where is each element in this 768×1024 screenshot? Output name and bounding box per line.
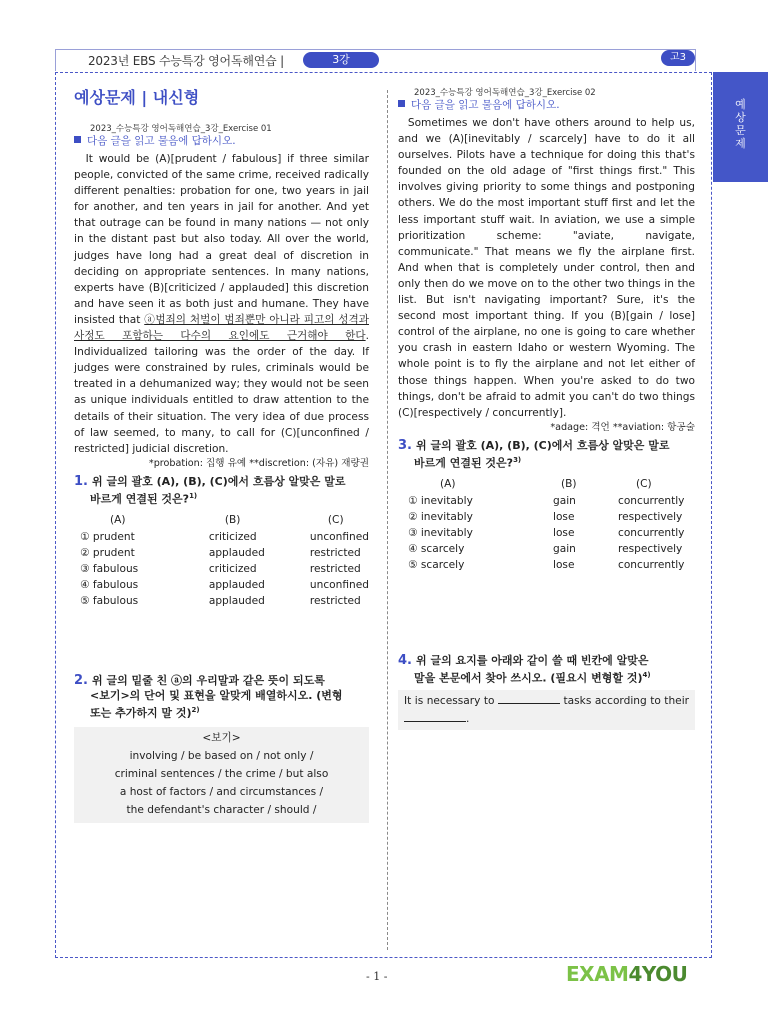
side-tab-label: 예상문제 <box>735 98 746 150</box>
col-header: (C) <box>327 514 344 527</box>
question-text-2: 바르게 연결된 것은? <box>90 492 190 506</box>
page-number: - 1 - <box>366 970 388 983</box>
section-title: 예상문제 | 내신형 <box>74 88 200 107</box>
option-row[interactable] <box>74 561 369 577</box>
answer-blank-1[interactable] <box>498 703 560 704</box>
question-3 <box>398 438 695 471</box>
summary-text-2: tasks according to their <box>563 694 689 707</box>
question-ref: 4) <box>642 671 651 679</box>
question-text-2: 말을 본문에서 찾아 쓰시오. (필요시 변형할 것) <box>414 671 643 685</box>
footnote: *adage: 격언 **aviation: 항공술 <box>550 421 695 433</box>
question-text-2: 바르게 연결된 것은? <box>414 456 514 470</box>
option-row[interactable] <box>398 525 684 541</box>
instruction <box>74 135 369 148</box>
passage <box>74 151 369 457</box>
option-row[interactable] <box>398 509 684 525</box>
word-box-title: <보기> <box>202 731 241 744</box>
option-c: restricted <box>309 594 361 607</box>
instruction-text: 다음 글을 읽고 물음에 답하시오. <box>411 99 560 111</box>
option-b: lose <box>553 510 575 523</box>
option-row[interactable] <box>74 577 369 593</box>
option-row[interactable] <box>398 493 684 509</box>
option-row[interactable] <box>398 557 684 573</box>
word-box-line: criminal sentences / the crime / but also <box>114 767 329 780</box>
chapter-pill: 3강 <box>303 52 379 68</box>
option-c: concurrently <box>618 558 685 571</box>
passage <box>398 115 695 421</box>
question-number: 2. <box>74 673 88 688</box>
option-c: unconfined <box>309 530 369 543</box>
instruction <box>398 99 695 112</box>
option-b: criticized <box>208 562 257 575</box>
option-row[interactable] <box>74 545 369 561</box>
option-row[interactable] <box>74 593 369 609</box>
question-number: 1. <box>74 473 88 489</box>
options-table <box>74 512 369 609</box>
option-c: respectively <box>618 542 683 555</box>
passage-text: Sometimes we don't have others around to help us, and we (A)[inevitably / scarcely] have to do it all ourselves. Pilots have a technique for doing this that's founded on the old adage of "first things first." This involves giving priority to some things and postponing others. We do the most important stuff first and let the less important stuff wait. In aviation, we use a simple prioritization scheme: "aviate, navigate, communicate." That means we fly the airplane first. And when that is completely under control, then and only then do we move on to the other two things in the list. But isn't navigating important? Sure, it's the second most important thing. If you (B)[gain / lose] control of the airplane, no one is going to care whether you crash in eastern Idaho or western Wyoming. The whole point is to fly the airplane and not let either of those things happen. When you're asked to do two things, don't be afraid to admit you can't do two things (C)[respectively / concurrently]. <box>398 117 695 419</box>
column-divider <box>387 90 388 950</box>
col-header: (A) <box>110 514 126 527</box>
option-c: respectively <box>618 510 683 523</box>
right-column <box>398 88 695 730</box>
col-header: (A) <box>440 478 456 491</box>
option-b: gain <box>553 542 576 555</box>
option-a: ⑤ scarcely <box>408 558 465 571</box>
passage-underlined: ⓐ범죄의 처벌이 범죄뿐만 아니라 피고의 성격과 사정도 포함하는 다수의 요인에도 근거해야 한다 <box>74 313 369 343</box>
summary-text-1: It is necessary to <box>404 694 495 707</box>
question-text-3: 또는 추가하지 말 것) <box>90 706 192 720</box>
instruction-text: 다음 글을 읽고 물음에 답하시오. <box>87 135 236 147</box>
option-c: restricted <box>309 562 361 575</box>
option-row[interactable] <box>74 529 369 545</box>
side-tab <box>713 72 768 182</box>
option-a: ④ scarcely <box>408 542 465 555</box>
square-bullet-icon <box>74 136 81 143</box>
col-header: (B) <box>561 478 577 491</box>
word-box <box>74 727 369 823</box>
option-a: ⑤ fabulous <box>80 594 139 607</box>
col-header: (C) <box>636 478 652 491</box>
brand-logo <box>566 962 687 986</box>
summary-text-3: . <box>466 712 470 725</box>
square-bullet-icon <box>398 100 405 107</box>
option-b: gain <box>553 494 576 507</box>
option-b: criticized <box>208 530 257 543</box>
question-4 <box>398 653 695 686</box>
option-a: ① inevitably <box>408 494 473 507</box>
answer-blank-2[interactable] <box>404 721 466 722</box>
passage-text-b: . Individualized tailoring was the order of the day. If judges were constrained by rules, criminals would be treated in a dehumanized way; they would not be seen as unique individuals entitled to draw attention to the details of their situation. The very idea of due process of law seemed, to many, to call for (C)[unconfined / restricted] judicial discretion. <box>74 330 369 455</box>
grade-pill: 고3 <box>661 50 695 66</box>
passage-text-a: It would be (A)[prudent / fabulous] if three similar people, convicted of the same crime, received radically different penalties: probation for one, two years in jail for another, and ten years in jail for another. And yet that outrage can be found in many nations — not only in the distant past but also today. All over the world, judges have long had a great deal of discretion in deciding on appropriate sentences. In many nations, experts have (B)[criticized / applauded] this discretion and have seen it as both just and humane. They have insisted that <box>74 153 369 326</box>
option-b: applauded <box>208 594 265 607</box>
question-text-2: <보기>의 단어 및 표현을 알맞게 배열하시오. (변형 <box>90 689 343 702</box>
option-b: applauded <box>208 546 265 559</box>
word-box-line: involving / be based on / not only / <box>129 749 314 762</box>
option-a: ① prudent <box>80 530 135 543</box>
question-text: 위 글의 괄호 (A), (B), (C)에서 흐름상 알맞은 말로 <box>91 474 346 488</box>
option-row[interactable] <box>398 541 684 557</box>
header-title: 2023년 EBS 수능특강 영어독해연습 | <box>88 54 284 68</box>
question-ref: 2) <box>191 706 200 714</box>
brand-part-2: 4YOU <box>628 962 688 986</box>
left-column <box>74 88 369 823</box>
option-c: restricted <box>309 546 361 559</box>
question-ref: 3) <box>513 455 522 464</box>
option-b: lose <box>553 558 575 571</box>
options-header <box>398 476 684 492</box>
option-c: concurrently <box>618 526 685 539</box>
option-a: ② inevitably <box>408 510 473 523</box>
source-label: 2023_수능특강 영어독해연습_3강_Exercise 02 <box>414 88 596 98</box>
option-a: ② prudent <box>80 546 135 559</box>
question-text: 위 글의 밑줄 친 ⓐ의 우리말과 같은 뜻이 되도록 <box>91 674 325 687</box>
question-text: 위 글의 괄호 (A), (B), (C)에서 흐름상 알맞은 말로 <box>415 438 670 452</box>
option-a: ③ inevitably <box>408 526 473 539</box>
source-label: 2023_수능특강 영어독해연습_3강_Exercise 01 <box>90 124 272 134</box>
option-c: concurrently <box>618 494 685 507</box>
question-2 <box>74 673 369 721</box>
brand-part-1: EXAM <box>566 962 629 986</box>
word-box-line: the defendant's character / should / <box>126 803 317 816</box>
question-ref: 1) <box>189 491 198 500</box>
options-table <box>398 476 684 573</box>
question-number: 3. <box>398 437 412 453</box>
option-a: ④ fabulous <box>80 578 139 591</box>
question-text: 위 글의 요지를 아래와 같이 쓸 때 빈칸에 알맞은 <box>415 654 649 667</box>
option-b: lose <box>553 526 575 539</box>
question-number: 4. <box>398 653 412 668</box>
question-1 <box>74 474 369 507</box>
options-header <box>74 512 369 528</box>
option-b: applauded <box>208 578 265 591</box>
summary-box <box>398 690 695 730</box>
word-box-line: a host of factors / and circumstances / <box>119 785 324 798</box>
option-a: ③ fabulous <box>80 562 139 575</box>
option-c: unconfined <box>309 578 369 591</box>
col-header: (B) <box>224 514 241 527</box>
footnote: *probation: 집행 유예 **discretion: (자유) 재량권 <box>148 457 369 469</box>
